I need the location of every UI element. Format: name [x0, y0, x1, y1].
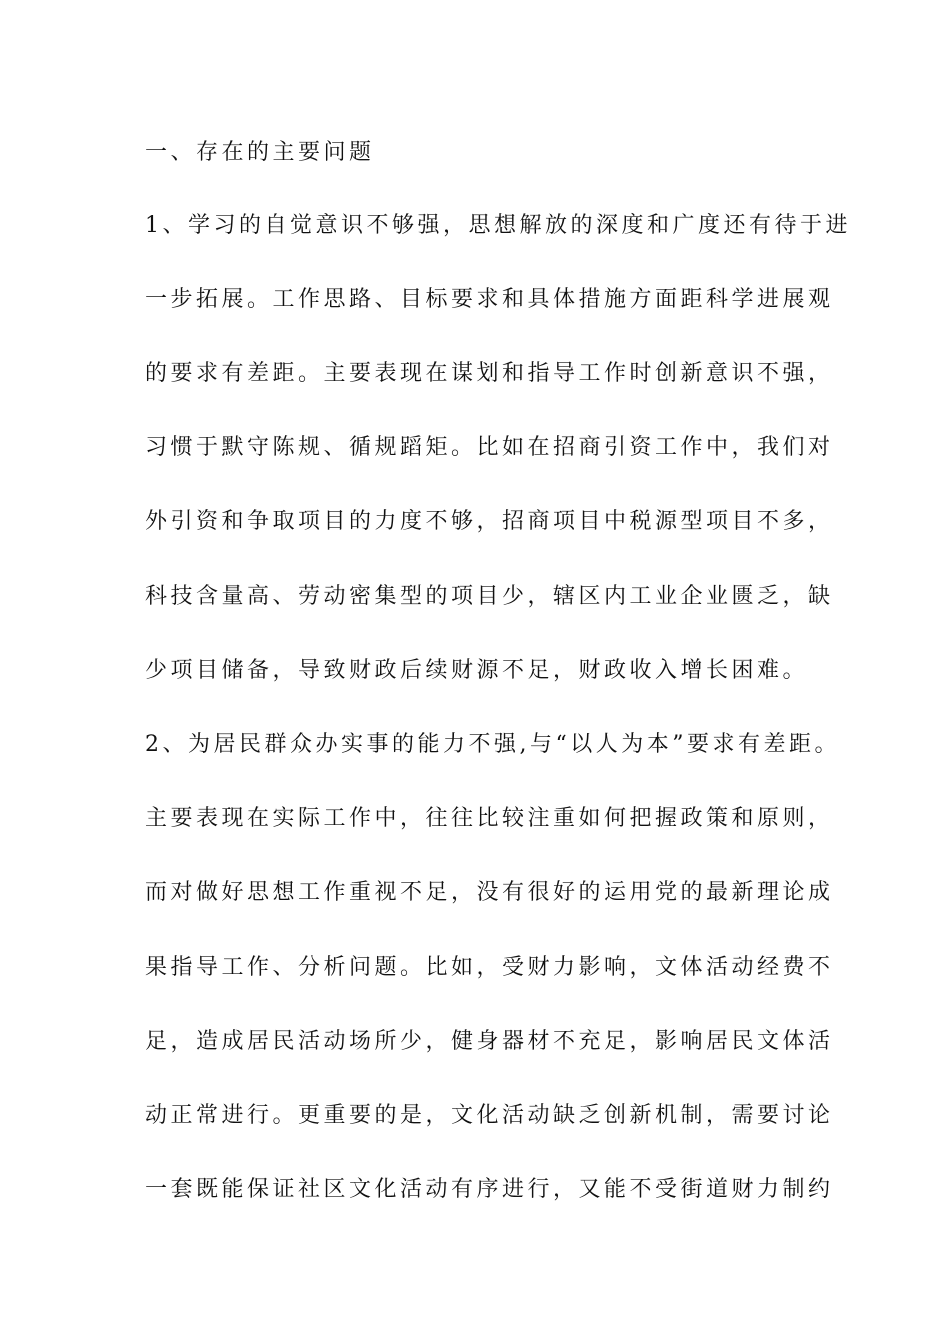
paragraph-line: 习惯于默守陈规、循规蹈矩。比如在招商引资工作中，我们对: [145, 435, 834, 460]
paragraph-line: 而对做好思想工作重视不足，没有很好的运用党的最新理论成: [145, 880, 834, 905]
section-heading: 一、存在的主要问题: [145, 140, 375, 165]
paragraph-line: 足，造成居民活动场所少，健身器材不充足，影响居民文体活: [145, 1029, 834, 1054]
paragraph-line: 果指导工作、分析问题。比如，受财力影响，文体活动经费不: [145, 955, 834, 980]
paragraph-line: 的要求有差距。主要表现在谋划和指导工作时创新意识不强，: [145, 361, 834, 386]
paragraph-line: 1、学习的自觉意识不够强，思想解放的深度和广度还有待于进: [145, 213, 851, 238]
paragraph-line: 一步拓展。工作思路、目标要求和具体措施方面距科学进展观: [145, 287, 834, 312]
paragraph-line: 动正常进行。更重要的是，文化活动缺乏创新机制，需要讨论: [145, 1103, 834, 1128]
paragraph-line: 少项目储备，导致财政后续财源不足，财政收入增长困难。: [145, 658, 809, 683]
paragraph-line: 科技含量高、劳动密集型的项目少，辖区内工业企业匮乏，缺: [145, 584, 834, 609]
paragraph-line: 一套既能保证社区文化活动有序进行，又能不受街道财力制约: [145, 1177, 834, 1202]
paragraph-line: 外引资和争取项目的力度不够，招商项目中税源型项目不多，: [145, 509, 834, 534]
paragraph-line: 2、为居民群众办实事的能力不强,与“以人为本”要求有差距。: [145, 732, 840, 757]
paragraph-line: 主要表现在实际工作中，往往比较注重如何把握政策和原则，: [145, 806, 834, 831]
